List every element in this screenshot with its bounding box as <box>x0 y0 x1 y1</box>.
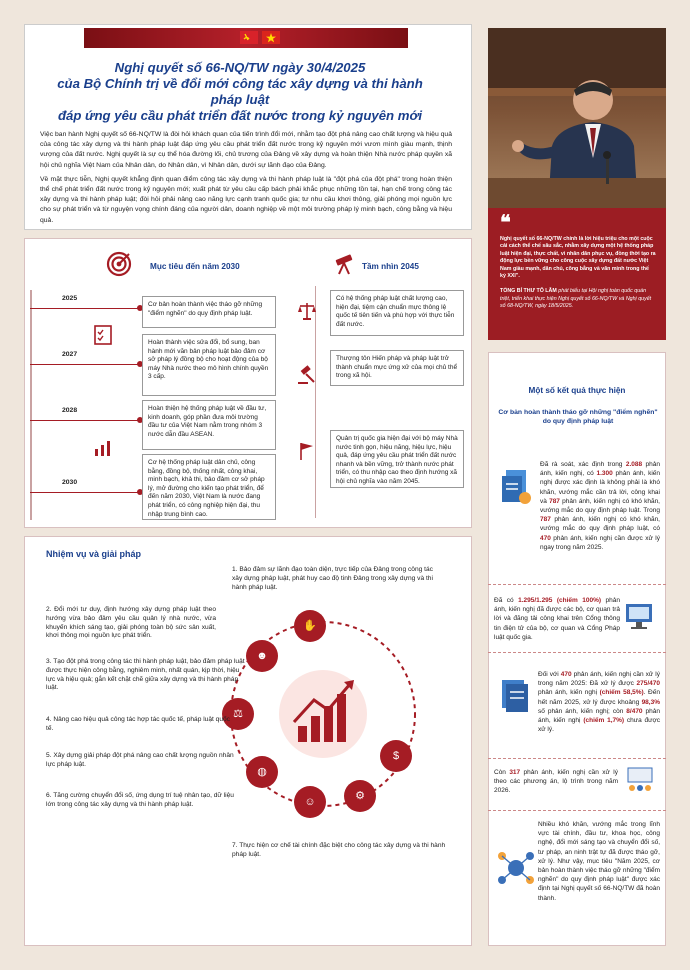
title-line-1: Nghị quyết số 66-NQ/TW ngày 30/4/2025 <box>114 60 366 75</box>
year-link <box>30 492 140 493</box>
team-icon: ☺ <box>304 796 316 808</box>
year-link <box>30 364 140 365</box>
justice-icon: ⚖ <box>233 708 243 720</box>
task-item-6: 6. Tăng cường chuyển đổi số, ứng dụng trí tuệ nhân tạo, dữ liệu lớn trong công tác xây dựng và thi hành pháp luật. <box>46 792 234 808</box>
flag-icon <box>296 440 318 467</box>
gavel-icon <box>296 364 318 391</box>
intro-paragraph-2: Về mặt thực tiễn, Nghị quyết khẳng định quan điểm công tác xây dựng và thi hành pháp luật là "đột phá của đột phá" trong hoàn thiện thể chế phát triển đất nước trong kỷ nguyên mới; xuất phát từ yêu cầu cấp bách phải khắc phục những tồn tại, hạn chế trong công tác xây dựng và thi hành pháp luật; đòi hỏi phải nâng cao năng lực cạnh tranh quốc gia; tư nhu cầu khơi thông, giải phóng mọi nguồn lực cho sự phát triển và từ nguyện vọng chính đáng của người dân, doanh nghiệp về một môi trường pháp lý minh bạch, công bằng và hiệu quả. <box>40 175 452 224</box>
growth-icon <box>92 436 114 463</box>
goal-2030-item-1: Cơ bản hoàn thành việc tháo gỡ những "điểm nghẽn" do quy định pháp luật. <box>142 296 276 328</box>
digital-icon: ⚙ <box>355 790 365 802</box>
network-icon <box>496 848 536 893</box>
computer-icon <box>622 600 658 639</box>
year-2028: 2028 <box>62 407 78 414</box>
folders-icon <box>498 676 532 719</box>
separator <box>488 652 666 653</box>
goal-2030-item-2: Hoàn thành việc sửa đổi, bổ sung, ban hành mới văn bản pháp luật bảo đảm cơ sở pháp lý đồng bộ cho hoạt động của bộ máy Nhà nước theo mô hình chính quyền 3 cấp. <box>142 334 276 396</box>
quote-speaker: TỔNG BÍ THƯ TÔ LÂM <box>500 288 557 295</box>
goal-2030-item-4: Cơ hệ thống pháp luật dân chủ, công bằng, đồng bộ, thống nhất, công khai, minh bạch, khả thi, bảo đảm cơ sở pháp lý, mở đường cho kiến tạo phát triển, để đến năm 2030, Việt Nam là nước đang phát triển, có công nghiệp hiện đại, thu nhập trung bình cao. <box>142 454 276 520</box>
separator <box>488 584 666 585</box>
task-item-1: 1. Bảo đảm sự lãnh đạo toàn diện, trực tiếp của Đảng trong công tác xây dựng pháp luật, phát huy cao độ tinh Đảng trong xây dựng và thi hành pháp luật. <box>232 566 433 591</box>
national-flag-icon <box>262 31 280 44</box>
page-title <box>40 60 440 124</box>
finance-icon: $ <box>392 750 400 762</box>
telescope-icon <box>332 250 358 281</box>
timeline-line <box>30 290 32 520</box>
result-item-3: Đối với 470 phản ánh, kiến nghị cần xử lý trong năm 2025: Đã xử lý được 275/470 phản ánh, kiến nghị (chiếm 58,5%). Đến hết năm 2025, xử lý được khoảng 98,3% số phản ánh, kiến nghị; còn 8/470 phản ánh, kiến nghị (chiếm 1,7%) chưa được xử lý. <box>538 671 660 734</box>
year-2030: 2030 <box>62 479 78 486</box>
year-link <box>30 420 140 421</box>
documents-icon <box>500 466 534 511</box>
title-line-3: đáp ứng yêu cầu phát triển đất nước trong kỷ nguyên mới <box>57 108 423 123</box>
result-item-5: Nhiều khó khăn, vướng mắc trong lĩnh vực tài chính, đầu tư, khoa học, công nghệ, đổi mới sáng tạo và chuyển đổi số, tư pháp, an ninh trật tự đã được tháo gỡ, xử lý. Như vậy, mục tiêu "Năm 2025, cơ bản hoàn thành việc tháo gỡ những "điểm nghẽn" do quy định pháp luật" được xác định tại Nghị quyết số 66-NQ/TW đã hoàn thành. <box>538 821 660 902</box>
speaker-photo <box>488 28 666 208</box>
target-icon <box>106 251 132 282</box>
tasks-heading: Nhiệm vụ và giải pháp <box>46 549 142 559</box>
task-item-3: 3. Tạo đột phá trong công tác thi hành pháp luật, bảo đảm pháp luật được thực hiện công bằng, nghiêm minh, nhất quán, kịp thời, hiệu lực và hiệu quả; gắn kết chặt chẽ giữa xây dựng và thi hành pháp luật. <box>46 658 245 692</box>
goal-2045-item-1: Có hệ thống pháp luật chất lượng cao, hiện đại, tiệm cận chuẩn mực thông lệ quốc tế tiên tiến và phù hợp với thực tiễn đất nước. <box>330 290 464 336</box>
task-item-4: 4. Nâng cao hiệu quả công tác hợp tác quốc tế, pháp luật quốc tế. <box>46 716 230 732</box>
checklist-icon <box>92 324 114 351</box>
goal-2045-item-2: Thượng tôn Hiến pháp và pháp luật trở thành chuẩn mực ứng xử của mọi chủ thể trong xã hội. <box>330 350 464 386</box>
globe-icon: ◍ <box>257 766 267 778</box>
result-item-4: Còn 317 phản ánh, kiến nghị cần xử lý theo các phương án, lộ trình trong năm 2026. <box>494 769 618 795</box>
results-heading: Một số kết quả thực hiện <box>528 386 626 395</box>
task-item-7: 7. Thực hiện cơ chế tài chính đặc biệt cho công tác xây dựng và thi hành pháp luật. <box>232 842 446 858</box>
people-icon: ☻ <box>256 650 268 662</box>
quote-mark-icon: ❝ <box>500 212 511 234</box>
year-2027: 2027 <box>62 351 78 358</box>
year-2025: 2025 <box>62 295 78 302</box>
year-link <box>30 308 140 309</box>
goal-heading-2045: Tầm nhìn 2045 <box>362 262 419 271</box>
meeting-icon <box>622 766 658 801</box>
task-item-2: 2. Đổi mới tư duy, định hướng xây dựng pháp luật theo hướng vừa bảo đảm yêu cầu quản lý nhà nước, vừa khuyến khích sáng tạo, giải phóng toàn bộ sức sản xuất, khơi thông mọi nguồn lực phát triển. <box>46 606 216 640</box>
balance-scale-icon <box>296 300 318 327</box>
result-item-2: Đã có 1.295/1.295 (chiếm 100%) phản ánh, kiến nghị đã được các bộ, cơ quan trả lời và đăng tải công khai trên Cổng thông tin điện tử của bộ, cơ quan và Cổng Pháp luật quốc gia. <box>494 597 620 641</box>
quote-signature <box>500 288 656 310</box>
result-item-1: Đã rà soát, xác định trong 2.088 phản ánh, kiến nghị, có 1.300 phản ánh, kiến nghị được xác định là không phải là khó khăn, vướng mắc cần trả lời, công khai và 787 phản ánh, kiến nghị có khó khăn, vướng mắc do quy định pháp luật. Trong 787 phản ánh, kiến nghị có khó khăn, vướng mắc do quy định pháp luật, có 470 phản ánh, kiến nghị cần được xử lý ngay trong năm 2025. <box>540 461 661 551</box>
goal-heading-2030: Mục tiêu đến năm 2030 <box>150 262 240 271</box>
party-flag-icon <box>240 31 258 44</box>
quote-box <box>488 208 666 340</box>
separator <box>488 810 666 811</box>
intro-paragraph-1: Việc ban hành Nghị quyết số 66-NQ/TW là đòi hỏi khách quan của tiến trình đổi mới, nhằm tạo đột phá nâng cao chất lượng và hiệu quả của công tác xây dựng và thi hành pháp luật đáp ứng yêu cầu phát triển đất nước trong kỷ nguyên mới vươn mình giàu mạnh, thịnh vượng của đất nước. Nghị quyết là sự cụ thể hóa đường lối, chủ trương của Đảng về xây dựng và hoàn thiện Nhà nước pháp quyền xã hội chủ nghĩa Việt Nam của Nhân dân, do Nhân dân, vì Nhân dân, dưới sự lãnh đạo của Đảng. <box>40 131 452 169</box>
quote-text: Nghị quyết số 66-NQ/TW chính là lời hiệu triệu cho một cuộc cải cách thể chế sâu sắc, nhằm xây dựng một hệ thống pháp luật hiện đại, thực chất, vì nhân dân phục vụ, đồng thời tạo ra động lực bền vững cho công cuộc xây dựng đất nước Việt Nam giàu mạnh, dân chủ, công bằng và văn minh trong thế kỷ XXI". <box>500 236 656 280</box>
separator <box>488 758 666 759</box>
goal-2045-item-3: Quản trị quốc gia hiện đại với bộ máy Nhà nước tinh gọn, hiệu năng, hiệu lực, hiệu quả, đáp ứng yêu cầu phát triển đất nước nhanh và bền vững, trở thành nước phát triển, có thu nhập cao theo định hướng xã hội chủ nghĩa vào năm 2045. <box>330 430 464 488</box>
quote-source: phát biểu tại Hội nghị toàn quốc quán triệt, triển khai thực hiện Nghị quyết số 66-NQ/TW và Nghị quyết số 68-NQ/TW, ngày 18/5/2025. <box>500 288 652 310</box>
goal-2030-item-3: Hoàn thiện hệ thống pháp luật về đầu tư, kinh doanh, góp phần đưa môi trường đầu tư của Việt Nam nằm trong nhóm 3 nước dẫn đầu ASEAN. <box>142 400 276 450</box>
title-line-2: của Bộ Chính trị về đổi mới công tác xây dựng và thi hành pháp luật <box>57 76 423 107</box>
task-item-5: 5. Xây dựng giải pháp đột phá nâng cao chất lượng nguồn nhân lực pháp luật. <box>46 752 234 768</box>
handshake-icon: ✋ <box>303 620 317 632</box>
intro-text <box>40 130 452 230</box>
results-subheading: Cơ bản hoàn thành tháo gỡ những "điểm nghẽn" do quy định pháp luật <box>498 409 658 425</box>
